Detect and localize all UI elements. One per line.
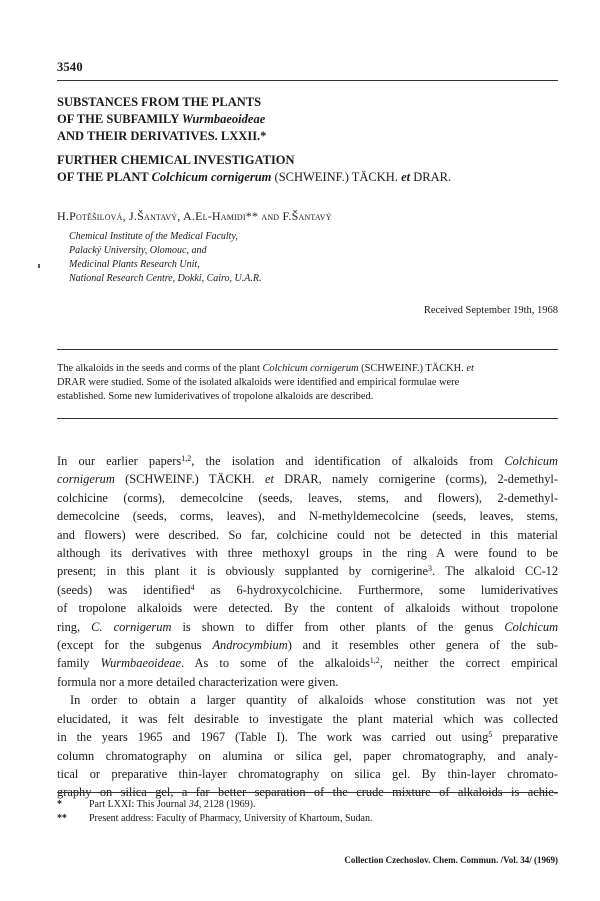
header-rule [57, 80, 558, 81]
body-line: graphy on silica gel, a far better separation of the crude mixture of alkaloids is achie- [57, 785, 558, 800]
footnote-1 [57, 798, 558, 812]
body-line [57, 654, 558, 672]
abstract-text: The alkaloids in the seeds and corms of the plant [57, 363, 263, 374]
species-name: C. cornigerum [91, 619, 172, 634]
abstract-top-rule [57, 349, 558, 350]
subtitle-authority-2: DRAR. [410, 170, 452, 184]
body-text-run: is shown to differ from other plants of the genus [171, 619, 505, 634]
citation-ref: 3 [427, 564, 432, 574]
subfamily-name: Wurmbaeoideae [100, 656, 181, 671]
subtitle-et: et [401, 170, 411, 184]
body-text-run: ring, [57, 619, 92, 634]
body-line: demecolcine (seeds, corms, leaves), and N-methyldemecolcine (seeds, leaves, stems, [57, 509, 558, 524]
body-line [57, 470, 558, 488]
body-text-run: in the years 1965 and 1967 (Table I). The work was carried out using [57, 730, 489, 745]
subgenus-name: Androcymbium [212, 638, 288, 653]
footnote-text [89, 798, 255, 812]
body-text-run: DRAR, namely cornigerine (corms), 2-demethyl- [273, 472, 558, 487]
footnotes [57, 798, 558, 826]
body-text-run: as 6-hydroxycolchicine. Furthermore, some lumiderivatives [194, 582, 558, 597]
et-text: et [264, 472, 274, 487]
genus-name: Colchicum [504, 619, 559, 634]
body-text [57, 452, 558, 802]
subtitle-species: Colchicum cornigerum [151, 170, 272, 184]
footnote-volume: 34 [188, 799, 199, 810]
affiliation-line-2: Palacký University, Olomouc, and [69, 245, 207, 256]
title-line-3: AND THEIR DERIVATIVES. LXXII.* [57, 129, 267, 143]
title-subfamily: Wurmbaeoideae [181, 112, 266, 126]
page-number: 3540 [57, 60, 83, 74]
abstract-authority: (SCHWEINF.) TÄCKH. [358, 363, 467, 374]
body-line: although its derivatives with three methoxyl groups in the ring A were found to be [57, 546, 558, 561]
title-line-2 [57, 111, 557, 128]
body-text-run: . The alkaloid CC-12 [431, 564, 559, 579]
subtitle-line-1: FURTHER CHEMICAL INVESTIGATION [57, 153, 295, 167]
footnote-mark: ** [57, 813, 67, 824]
body-text-run: present; in this plant it is obviously supplanted by cornigerine [57, 564, 428, 579]
abstract-line-3: established. Some new lumiderivatives of tropolone alkaloids are described. [57, 391, 374, 403]
footnote-text: Present address: Faculty of Pharmacy, University of Khartoum, Sudan. [89, 813, 373, 824]
affiliation [69, 230, 549, 286]
affiliation-line-4: National Research Centre, Dokki, Cairo, U.A.R. [69, 273, 262, 284]
abstract-et: et [466, 363, 474, 374]
body-text-run: , the isolation and identification of alkaloids from [191, 454, 505, 468]
author-list: H.Potěšilová, J.Šantavý, A.El-Hamidi** and F.Šantavý [57, 209, 332, 223]
footnote-rule [57, 792, 558, 793]
body-line: formula nor a more detailed characterization were given. [57, 674, 339, 689]
citation-ref: 4 [190, 582, 195, 592]
body-line [57, 618, 558, 636]
title-line-1: SUBSTANCES FROM THE PLANTS [57, 95, 262, 109]
footnote-text-run: , 2128 (1969). [198, 799, 256, 810]
body-line: tical or preparative thin-layer chromatography on silica gel. By thin-layer chromato- [57, 766, 558, 781]
footnote-mark: * [57, 799, 62, 810]
body-text-run: In our earlier papers [57, 454, 182, 468]
abstract [57, 362, 558, 405]
body-line: colchicine (corms), demecolcine (seeds, leaves, stems, and flowers), 2-demethyl- [57, 490, 558, 505]
body-text-run: ) and it resembles other genera of the sub- [287, 638, 558, 653]
received-date: Received September 19th, 1968 [423, 305, 558, 316]
body-text-run: (seeds) was identified [57, 582, 191, 597]
footnote-text-run: Part LXXI: This Journal [89, 799, 189, 810]
subtitle-line-2 [57, 169, 557, 186]
abstract-bottom-rule [57, 418, 558, 419]
affiliation-line-1: Chemical Institute of the Medical Faculty, [69, 231, 238, 242]
abstract-species: Colchicum cornigerum [262, 363, 359, 374]
citation-ref: 1,2 [181, 454, 192, 463]
species-name: Colchicum [504, 454, 558, 468]
article-subtitle [57, 152, 557, 186]
margin-mark [38, 264, 40, 268]
body-line [57, 636, 558, 654]
body-text-run: , neither the correct empirical [379, 656, 558, 671]
body-text-run: (except for the subgenus [57, 638, 213, 653]
title-line-2-text: OF THE SUBFAMILY [57, 112, 179, 126]
body-text-run: preparative [492, 730, 558, 745]
body-line [57, 581, 558, 599]
citation-ref: 5 [488, 730, 493, 740]
body-line: In order to obtain a larger quantity of alkaloids whose constitution was not yet [70, 693, 558, 708]
abstract-line-1 [57, 362, 558, 376]
journal-citation: Collection Czechoslov. Chem. Commun. /Vol. 34/ (1969) [344, 855, 558, 865]
body-line: column chromatography on alumina or silica gel, paper chromatography, and analy- [57, 748, 558, 763]
body-line: and flowers) were described. So far, colchicine could not be detected in this material [57, 527, 558, 542]
subtitle-authority: (SCHWEINF.) TÄCKH. [271, 170, 402, 184]
abstract-line-2: DRAR were studied. Some of the isolated alkaloids were identified and empirical formulae were [57, 377, 460, 389]
body-line [57, 452, 558, 470]
article-title [57, 94, 557, 145]
authority: (SCHWEINF.) TÄCKH. [114, 472, 265, 487]
citation-ref: 1,2 [369, 656, 380, 666]
body-line: elucidated, it was felt desirable to investigate the plant material which was collected [57, 711, 558, 726]
body-line [57, 728, 558, 746]
body-line: of tropolone alkaloids were detected. By the content of alkaloids without tropolone [57, 601, 558, 616]
body-text-run: family [57, 656, 101, 671]
subtitle-prefix: OF THE PLANT [57, 170, 152, 184]
body-line [57, 562, 558, 580]
affiliation-line-3: Medicinal Plants Research Unit, [69, 259, 200, 270]
species-name: cornigerum [57, 472, 115, 487]
body-text-run: . As to some of the alkaloids [180, 656, 370, 671]
footnote-2 [57, 812, 558, 826]
